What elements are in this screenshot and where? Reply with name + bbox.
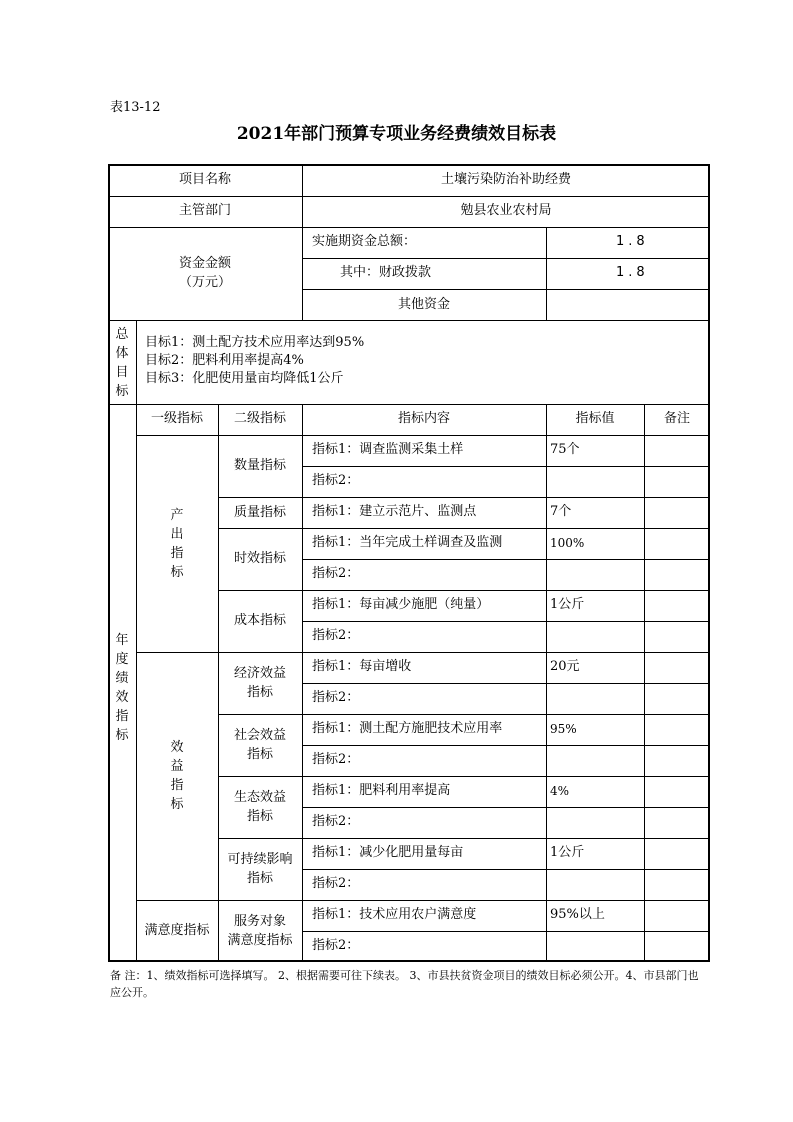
row-content: 指标2： xyxy=(312,876,360,891)
row-value: 95% xyxy=(550,722,577,736)
footnote: 备 注：1、绩效指标可选择填写。 2、根据需要可往下续表。 3、市县扶贫资金项目的绩效目标必须公开。4、市县部门也应公开。 xyxy=(110,969,699,999)
funds-label: 资金金额 xyxy=(178,256,231,271)
row-value: 4% xyxy=(550,784,570,798)
row-value: 95%以上 xyxy=(550,907,605,922)
level2-timeliness: 时效指标 xyxy=(233,551,286,566)
level2-economic-2: 指标 xyxy=(246,685,273,700)
overall-goals-label: 总体目标 xyxy=(115,327,129,399)
level1-benefit: 效益指标 xyxy=(170,740,184,812)
overall-goal-2: 目标2：肥料利用率提高4% xyxy=(145,353,304,368)
level2-sustainable-2: 指标 xyxy=(246,871,273,886)
row-content: 指标2： xyxy=(312,752,360,767)
level2-economic-1: 经济效益 xyxy=(233,666,286,681)
annual-indicators-label: 年度绩效指标 xyxy=(115,633,129,743)
level2-cost: 成本指标 xyxy=(233,613,286,628)
funds-other-label: 其他资金 xyxy=(397,297,450,312)
project-name-label: 项目名称 xyxy=(178,172,231,187)
row-value: 1公斤 xyxy=(550,597,585,612)
row-value: 7个 xyxy=(550,504,572,519)
page-title: 2021年部门预算专项业务经费绩效目标表 xyxy=(236,124,557,144)
level2-sustainable-1: 可持续影响 xyxy=(227,852,293,867)
overall-goal-1: 目标1：测土配方技术应用率达到95% xyxy=(145,335,365,350)
header-content: 指标内容 xyxy=(397,411,450,426)
header-level2: 二级指标 xyxy=(233,411,286,426)
funds-total-value: 1.8 xyxy=(616,234,649,249)
row-content: 指标1：每亩减少施肥（纯量） xyxy=(312,597,490,612)
funds-unit: （万元） xyxy=(178,275,231,290)
level2-ecological-1: 生态效益 xyxy=(233,790,286,805)
row-value: 100% xyxy=(550,536,585,550)
dept-value: 勉县农业农村局 xyxy=(460,203,552,218)
level2-ecological-2: 指标 xyxy=(246,809,273,824)
level2-social-2: 指标 xyxy=(246,747,273,762)
level2-service-2: 满意度指标 xyxy=(227,933,293,948)
row-content: 指标1：技术应用农户满意度 xyxy=(312,907,477,922)
row-value: 75个 xyxy=(550,442,580,457)
row-content: 指标2： xyxy=(312,628,360,643)
level2-social-1: 社会效益 xyxy=(233,728,286,743)
row-content: 指标1：肥料利用率提高 xyxy=(312,783,451,798)
row-value: 20元 xyxy=(550,659,580,674)
row-content: 指标2： xyxy=(312,690,360,705)
header-level1: 一级指标 xyxy=(150,411,203,426)
row-content: 指标1：测土配方施肥技术应用率 xyxy=(312,721,503,736)
dept-label: 主管部门 xyxy=(178,203,231,218)
level2-quality: 质量指标 xyxy=(233,505,286,520)
table-number: 表13-12 xyxy=(110,100,161,115)
row-content: 指标2： xyxy=(312,473,360,488)
row-content: 指标1：调查监测采集土样 xyxy=(312,442,464,457)
project-name-value: 土壤污染防治补助经费 xyxy=(440,172,571,187)
row-content: 指标1：每亩增收 xyxy=(312,659,412,674)
row-content: 指标1：减少化肥用量每亩 xyxy=(312,845,464,860)
level1-output: 产出指标 xyxy=(170,508,184,580)
level2-quantity: 数量指标 xyxy=(233,458,286,473)
row-content: 指标1：建立示范片、监测点 xyxy=(312,504,477,519)
row-value: 1公斤 xyxy=(550,845,585,860)
row-content: 指标1：当年完成土样调查及监测 xyxy=(312,535,503,550)
header-value: 指标值 xyxy=(575,411,615,426)
overall-goal-3: 目标3：化肥使用量亩均降低1公斤 xyxy=(145,371,344,386)
header-note: 备注 xyxy=(663,411,690,426)
funds-total-label: 实施期资金总额： xyxy=(312,234,417,249)
row-content: 指标2： xyxy=(312,814,360,829)
funds-fiscal-label: 其中：财政拨款 xyxy=(340,265,432,280)
level1-satisfaction: 满意度指标 xyxy=(144,923,210,938)
row-content: 指标2： xyxy=(312,938,360,953)
row-content: 指标2： xyxy=(312,566,360,581)
funds-fiscal-value: 1.8 xyxy=(616,265,649,280)
level2-service-1: 服务对象 xyxy=(233,914,286,929)
